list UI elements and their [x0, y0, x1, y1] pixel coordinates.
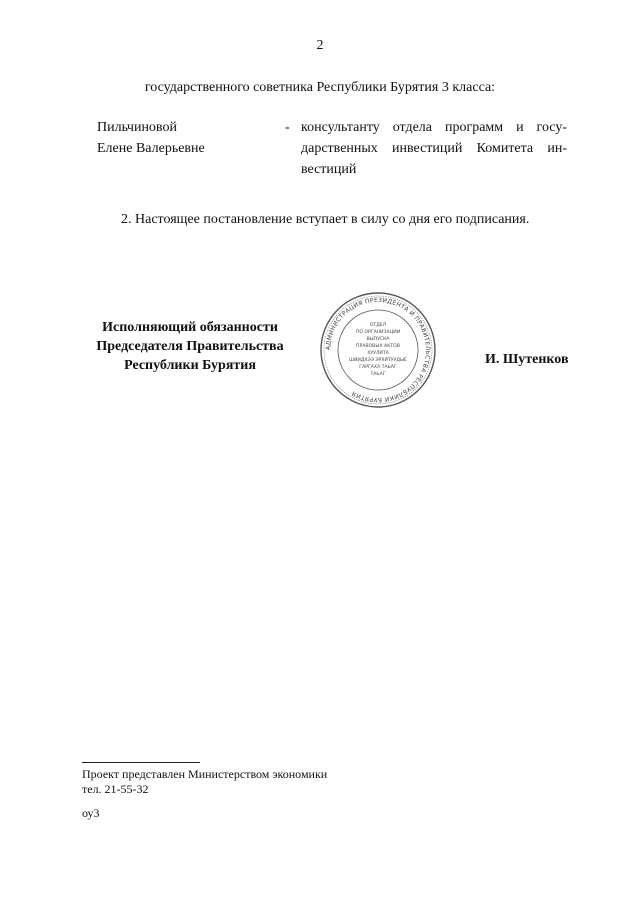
signer-title — [80, 318, 300, 375]
signer-title-line-2: Председателя Правительства — [96, 339, 284, 354]
stamp-ring-text: АДМИНИСТРАЦИЯ ПРЕЗИДЕНТА И ПРАВИТЕЛЬСТВА РЕСПУБЛИКИ БУРЯТИЯ — [324, 296, 432, 404]
footnote-phone: тел. 21-55-32 — [82, 782, 149, 796]
clause-2: 2. Настоящее постановление вступает в силу со дня его подписания. — [121, 212, 530, 227]
footnote-divider — [82, 762, 200, 763]
stamp-dotted-ring — [324, 296, 432, 404]
stamp-center-line: ШИИДХЭЭ ЭРХИТУУДЫЕ — [349, 358, 407, 363]
stamp-center-line: ПРАВОВЫХ АКТОВ — [356, 344, 400, 349]
page-number: 2 — [316, 38, 324, 53]
appointee-position: консультанту отдела программ и госу-дарственных инвестиций Комитета ин-вестиций — [301, 120, 567, 177]
document-code: оу3 — [82, 806, 100, 820]
stamp-inner-ring — [338, 310, 418, 390]
stamp-center-line: ВЫПУСКА — [366, 337, 390, 342]
footnote — [82, 767, 327, 797]
appointee-given-names: Елене Валерьевне — [97, 141, 205, 156]
heading-line: государственного советника Республики Бурятия 3 класса: — [144, 80, 496, 95]
signer-title-line-1: Исполняющий обязанности — [102, 320, 278, 335]
appointee-surname: Пильчиновой — [97, 120, 177, 135]
official-stamp — [318, 290, 438, 410]
appointee-name — [97, 117, 205, 159]
signer-title-line-3: Республики Бурятия — [124, 358, 256, 373]
stamp-center-line: ГАРГАХА ТАЬАГ — [359, 365, 397, 370]
stamp-center-line: ТАЬАГ — [370, 372, 386, 377]
footnote-prepared-by: Проект представлен Министерством экономики — [82, 767, 328, 781]
stamp-center-line: ХУУЛИТА — [367, 351, 389, 356]
stamp-center-line: ОТДЕЛ — [369, 323, 387, 328]
appointee-dash: - — [285, 120, 290, 135]
stamp-center-line: ПО ОРГАНИЗАЦИИ — [355, 330, 401, 335]
signer-name: И. Шутенков — [485, 352, 569, 367]
